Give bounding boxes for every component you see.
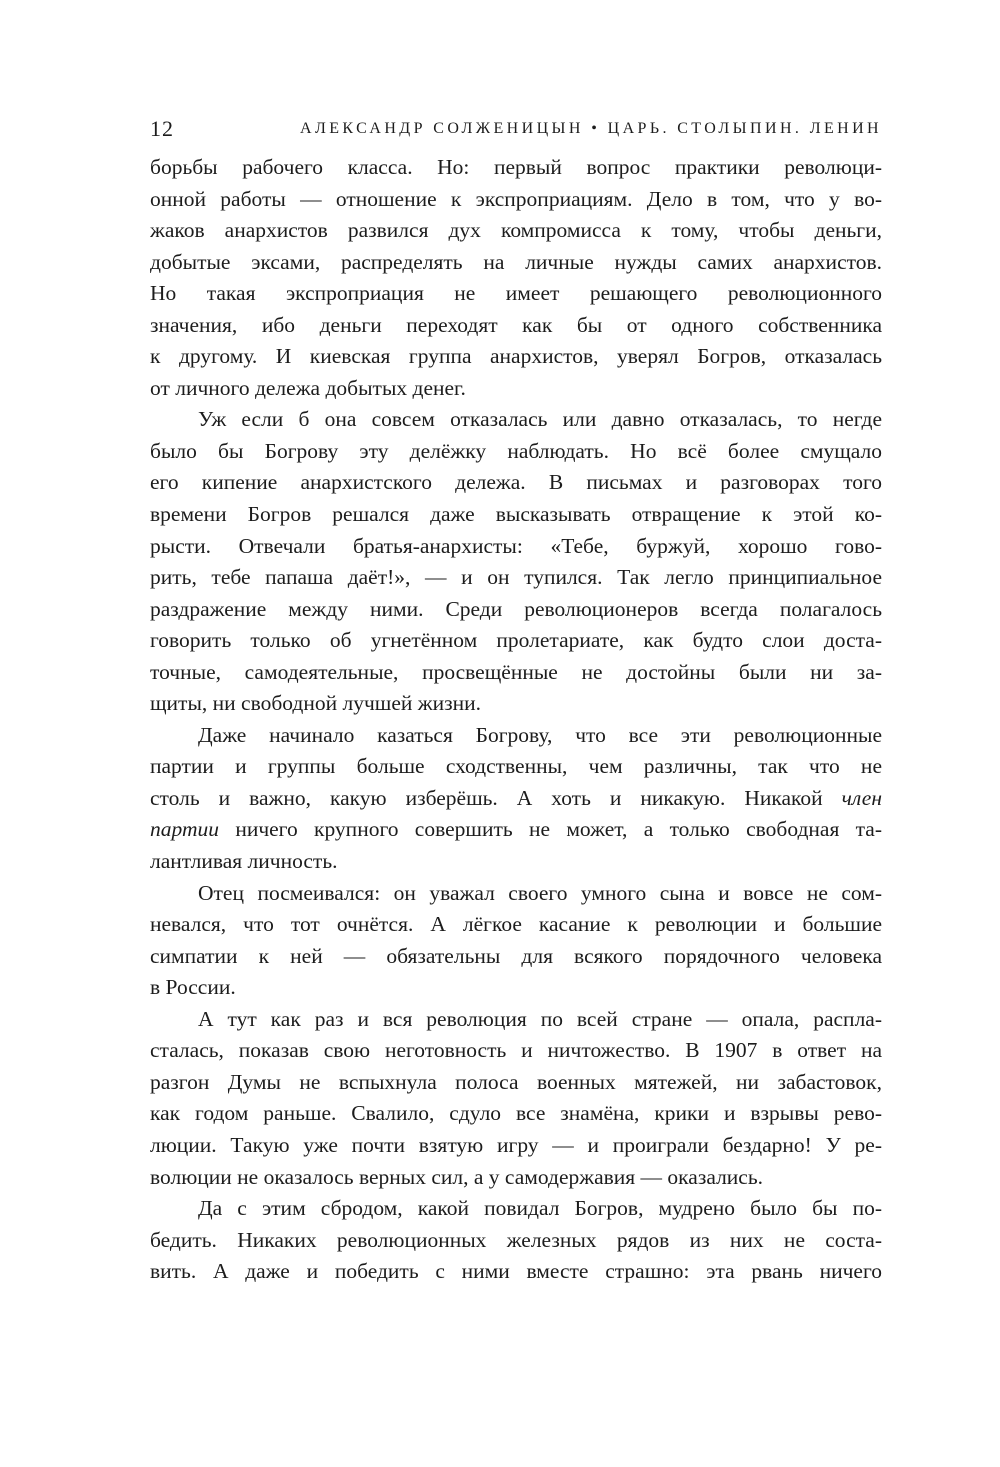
text-line: волюции не оказалось верных сил, а у самодержавия — оказались. [150, 1164, 764, 1189]
text-line: раздражение между ними. Среди революционеров всегда полагалось [150, 596, 882, 621]
page-number: 12 [150, 116, 174, 141]
text-line: его кипение анархистского дележа. В письмах и разговорах того [150, 470, 882, 495]
italic-term: партии [150, 817, 219, 842]
text-line-with-italic [150, 783, 882, 815]
text-line: невался, что тот очнётся. А лёгкое касание к революции и большие [150, 912, 882, 937]
text-line: жаков анархистов развился дух компромисса к тому, чтобы деньги, [150, 218, 882, 243]
text-line: люции. Такую уже почти взятую игру — и проиграли бездарно! У ре- [150, 1132, 882, 1157]
text-line: к другому. И киевская группа анархистов, уверял Богров, отказалась [150, 344, 882, 369]
text-line: бедить. Никаких революционных железных рядов из них не соста- [150, 1227, 882, 1252]
text-line: онной работы — отношение к экспроприациям. Дело в том, что у во- [150, 186, 882, 211]
text-line: точные, самодеятельные, просвещённые не достойны были ни за- [150, 659, 882, 684]
paragraph-start-line: Да с этим сбродом, какой повидал Богров, мудрено было бы по- [198, 1196, 882, 1221]
text-line: сталась, показав свою неготовность и ничтожество. В 1907 в ответ на [150, 1038, 882, 1063]
text-segment: столь и важно, какую изберёшь. А хоть и никакую. Никакой [150, 785, 823, 810]
text-line: разгон Думы не вспыхнула полоса военных мятежей, ни забастовок, [150, 1069, 882, 1094]
text-line: как годом раньше. Свалило, сдуло все знамёна, крики и взрывы рево- [150, 1101, 882, 1126]
text-line: времени Богров решался даже высказывать отвращение к этой ко- [150, 502, 882, 527]
text-line-with-italic [150, 814, 882, 846]
text-line: добытые эксами, распределять на личные нужды самих анархистов. [150, 249, 882, 274]
text-line: было бы Богрову эту делёжку наблюдать. Но всё более смущало [150, 438, 882, 463]
text-line: Но такая экспроприация не имеет решающего революционного [150, 281, 882, 306]
paragraph-start-line: Отец посмеивался: он уважал своего умного сына и вовсе не сом- [198, 880, 882, 905]
text-line: в России. [150, 975, 236, 1000]
text-line: значения, ибо деньги переходят как бы от одного собственника [150, 312, 882, 337]
text-segment: ничего крупного совершить не может, а только свободная та- [235, 817, 882, 842]
running-header [150, 114, 882, 144]
text-line: говорить только об угнетённом пролетариате, как будто слои доста- [150, 628, 882, 653]
paragraph-start-line: Уж если б она совсем отказалась или давно отказалась, то негде [198, 407, 882, 432]
italic-term: член [841, 785, 882, 810]
running-title: АЛЕКСАНДР СОЛЖЕНИЦЫН • ЦАРЬ. СТОЛЫПИН. ЛЕНИН [300, 120, 882, 137]
text-line: рысти. Отвечали братья-анархисты: «Тебе, буржуй, хорошо гово- [150, 533, 882, 558]
text-line: от личного дележа добытых денег. [150, 375, 466, 400]
text-line: симпатии к ней — обязательны для всякого порядочного человека [150, 943, 882, 968]
paragraph-start-line: Даже начинало казаться Богрову, что все эти революционные [198, 722, 882, 747]
text-line: лантливая личность. [150, 849, 338, 874]
text-line: партии и группы больше сходственны, чем различны, так что не [150, 754, 882, 779]
text-line: рить, тебе папаша даёт!», — и он тупился. Так легло принципиальное [150, 565, 882, 590]
text-line: щиты, ни свободной лучшей жизни. [150, 691, 481, 716]
paragraph-start-line: А тут как раз и вся революция по всей стране — опала, распла- [198, 1006, 882, 1031]
text-line: вить. А даже и победить с ними вместе страшно: эта рвань ничего [150, 1259, 882, 1284]
text-line: борьбы рабочего класса. Но: первый вопрос практики революци- [150, 155, 882, 179]
body-text [150, 152, 882, 1288]
